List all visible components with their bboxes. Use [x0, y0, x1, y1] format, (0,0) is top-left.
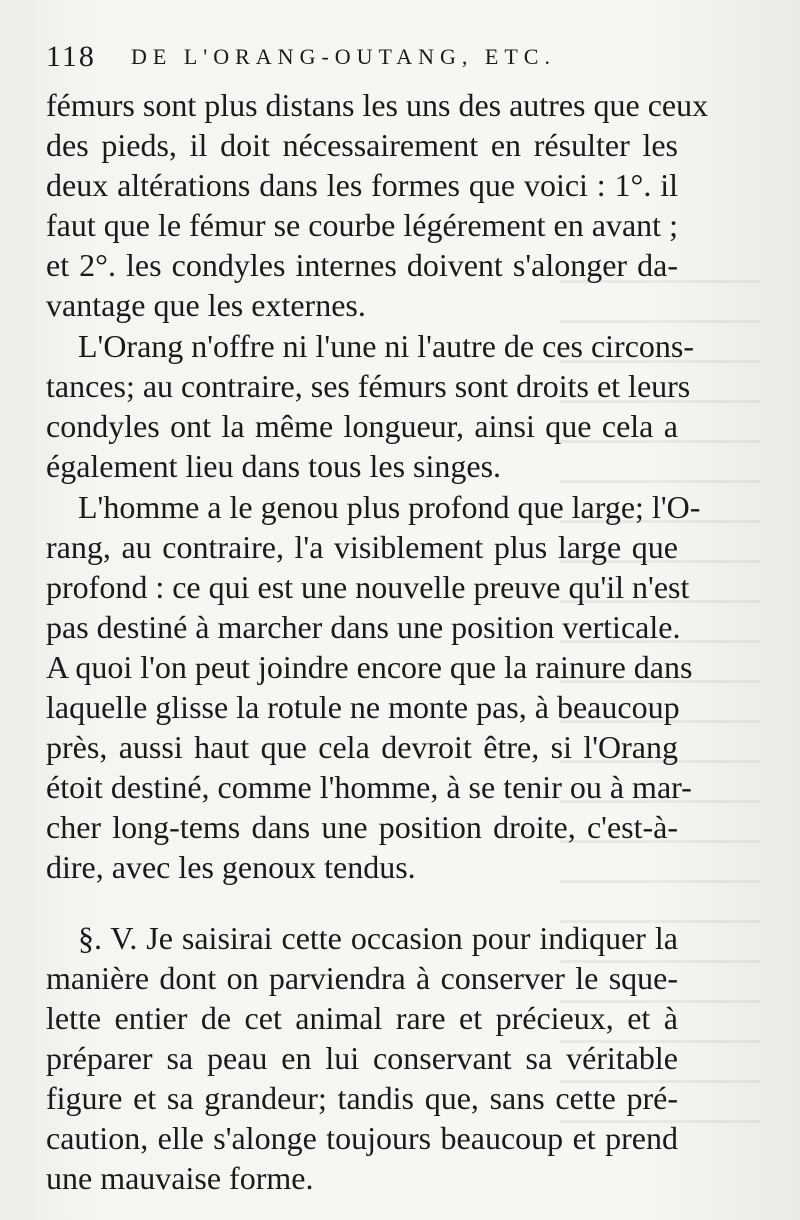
text-line: fémurs sont plus distans les uns des autres que ceux	[46, 87, 709, 123]
page-number: 118	[46, 40, 96, 73]
text-line: A quoi l'on peut joindre encore que la rainure dans	[46, 649, 693, 685]
text-line: manière dont on parviendra à conserver le sque-	[46, 960, 678, 996]
text-line: préparer sa peau en lui conservant sa véritable	[46, 1040, 678, 1076]
text-line: étoit destiné, comme l'homme, à se tenir ou à mar-	[46, 769, 692, 805]
text-line: une mauvaise forme.	[46, 1160, 314, 1196]
text-line: caution, elle s'alonge toujours beaucoup et prend	[46, 1120, 678, 1156]
running-head: DE L'ORANG-OUTANG, ETC.	[131, 44, 556, 69]
page-header	[46, 40, 686, 80]
text-line: L'Orang n'offre ni l'une ni l'autre de ces circons-	[78, 328, 695, 364]
text-line: près, aussi haut que cela devroit être, si l'Orang	[46, 729, 678, 765]
text-line: cher long-tems dans une position droite, c'est-à-	[46, 809, 678, 845]
text-line: pas destiné à marcher dans une position verticale.	[46, 609, 681, 645]
text-line: L'homme a le genou plus profond que large; l'O-	[78, 489, 701, 525]
text-line: et 2°. les condyles internes doivent s'alonger da-	[46, 247, 678, 283]
text-line: des pieds, il doit nécessairement en résulter les	[46, 127, 678, 163]
text-line: condyles ont la même longueur, ainsi que cela a	[46, 408, 678, 444]
text-line: deux altérations dans les formes que voici : 1°. il	[46, 167, 678, 203]
text-line: faut que le fémur se courbe légérement en avant ;	[46, 207, 678, 243]
text-line: tances; au contraire, ses fémurs sont droits et leurs	[46, 368, 691, 404]
text-line: laquelle glisse la rotule ne monte pas, à beaucoup	[46, 689, 680, 725]
text-line: figure et sa grandeur; tandis que, sans cette pré-	[46, 1080, 678, 1116]
text-line: dire, avec les genoux tendus.	[46, 849, 416, 885]
text-line: rang, au contraire, l'a visiblement plus large que	[46, 529, 678, 565]
text-line: vantage que les externes.	[46, 287, 366, 323]
text-line: lette entier de cet animal rare et précieux, et à	[46, 1000, 678, 1036]
text-line: profond : ce qui est une nouvelle preuve qu'il n'est	[46, 569, 690, 605]
text-line: également lieu dans tous les singes.	[46, 448, 502, 484]
text-line: §. V. Je saisirai cette occasion pour indiquer la	[78, 920, 678, 956]
